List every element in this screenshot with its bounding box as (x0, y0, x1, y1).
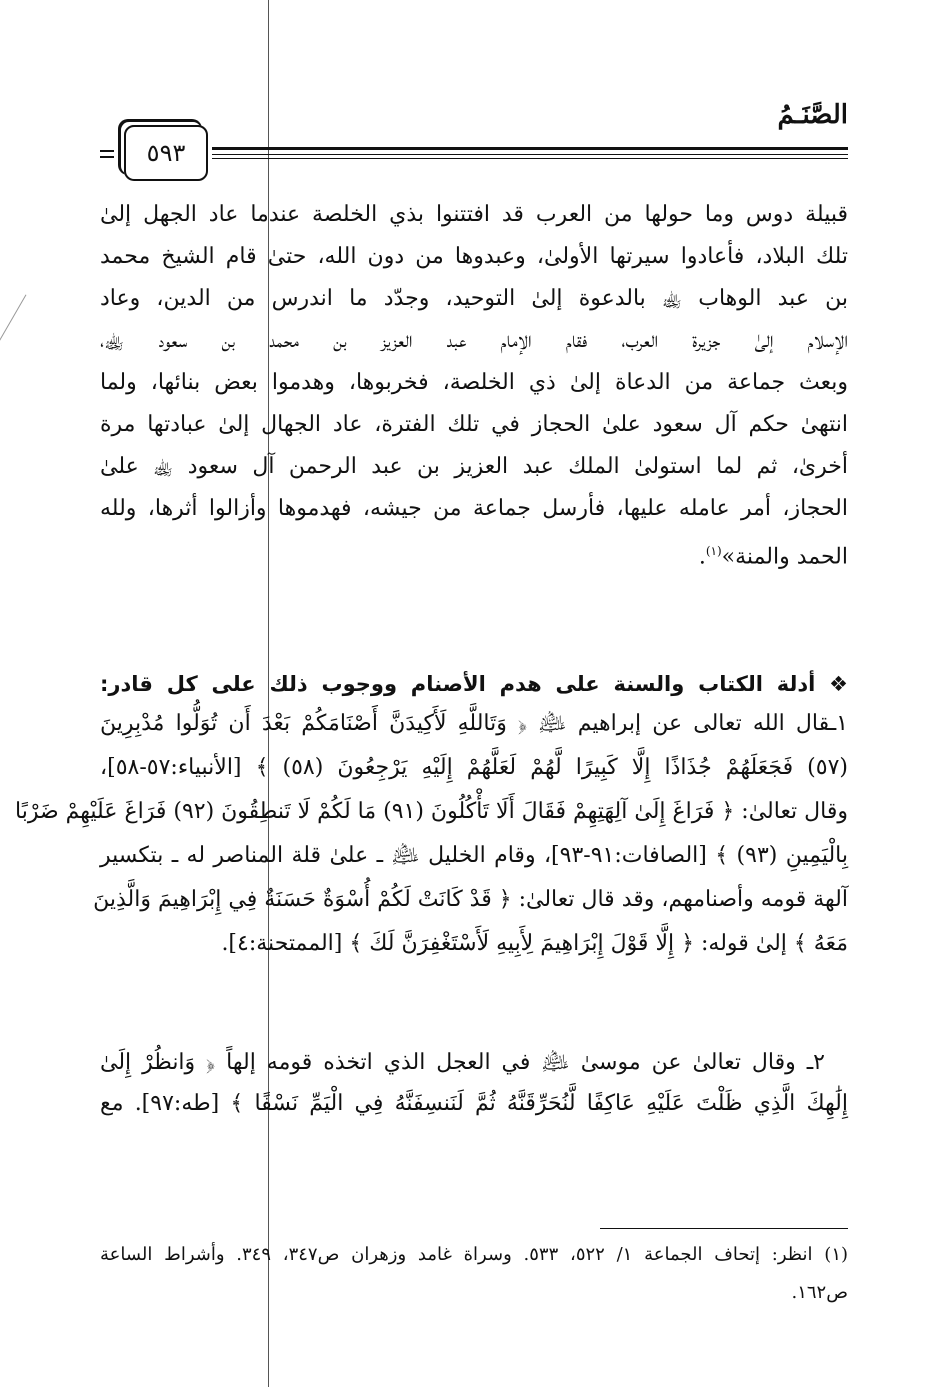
scan-mark (0, 294, 26, 355)
evidence-line: مَعَهُ ﴾ إلىٰ قوله: ﴿ إِلَّا قَوْلَ إِبْرَاهِيمَ لِأَبِيهِ لَأَسْتَغْفِرَنَّ لَكَ ﴾ [الممتحنة:٤]. (221, 931, 848, 956)
body-line-text: الحمد والمنة» (721, 544, 848, 570)
footnote-ref: (١) (705, 544, 722, 558)
body-line: وبعث جماعة من الدعاة إلىٰ ذي الخلصة، فخربوها، وهدموا بعض بنائها، ولما (100, 370, 848, 395)
running-header-title: الصَّنَـمُ (777, 100, 848, 130)
body-line: الإسلام إلىٰ جزيرة العرب، فقام الإمام عبد العزيز بن محمد بن سعود ﵀، (100, 328, 848, 353)
body-line: انتهىٰ حكم آل سعود علىٰ الحجاز في تلك الفترة، عاد الجهال إلىٰ عبادتها مرة (100, 412, 848, 437)
body-line: بن عبد الوهاب ﵀ بالدعوة إلىٰ التوحيد، وجدّد ما اندرس من الدين، وعاد (100, 286, 848, 311)
page-number: ٥٩٣ (124, 125, 208, 181)
body-line: أخرىٰ، ثم لما استولىٰ الملك عبد العزيز بن عبد الرحمن آل سعود ﵀ علىٰ (100, 454, 848, 479)
evidence-line: ٢ـ وقال تعالىٰ عن موسىٰ ﵇ في العجل الذي اتخذه قومه إلهاً ﴿ وَانظُرْ إِلَىٰ (100, 1050, 825, 1075)
evidence-line: إِلَٰهِكَ الَّذِي ظَلْتَ عَلَيْهِ عَاكِفًا لَّنُحَرِّقَنَّهُ ثُمَّ لَنَنسِفَنَّهُ فِي الْيَمِّ نَسْفًا ﴾ [طه:٩٧]. مع (100, 1091, 848, 1116)
header-rule-left (100, 156, 114, 158)
header-rule (212, 147, 848, 150)
evidence-line: ١ـقال الله تعالى عن إبراهيم ﵇ ﴿ وَتَاللَّهِ لَأَكِيدَنَّ أَصْنَامَكُمْ بَعْدَ أَن تُوَلُّوا مُدْبِرِينَ (100, 711, 848, 736)
footnote-line: ص١٦٢. (791, 1282, 848, 1303)
body-line: قبيلة دوس وما حولها من العرب قد افتتنوا بذي الخلصة عندما عاد الجهل إلىٰ (100, 202, 848, 227)
evidence-line: بِالْيَمِينِ (٩٣) ﴾ [الصافات:٩١-٩٣]، وقام الخليل ﵇ ـ علىٰ قلة المناصر له ـ بتكسير (100, 843, 849, 868)
footnote-line: (١) انظر: إتحاف الجماعة ١/ ٥٢٢، ٥٣٣. وسراة غامد وزهران ص٣٤٧، ٣٤٩. وأشراط الساعة (100, 1244, 849, 1265)
body-line: تلك البلاد، فأعادوا سيرتها الأولىٰ، وعبدوها من دون الله، حتىٰ قام الشيخ محمد (100, 244, 848, 269)
evidence-line: (٥٧) فَجَعَلَهُمْ جُذَاذًا إِلَّا كَبِيرًا لَّهُمْ لَعَلَّهُمْ إِلَيْهِ يَرْجِعُونَ (٥٨) ﴾ [الأنبياء:٥٧-٥٨]، (100, 755, 849, 780)
footnote-separator (600, 1228, 848, 1229)
header-rule-left (100, 150, 114, 152)
header-rule (212, 154, 848, 155)
evidence-line: وقال تعالىٰ: ﴿ فَرَاغَ إِلَىٰ آلِهَتِهِمْ فَقَالَ أَلَا تَأْكُلُونَ (٩١) مَا لَكُمْ لَا تَنطِقُونَ (٩٢) فَرَاغَ عَلَيْهِمْ ضَرْبًا (15, 799, 848, 824)
body-line: الحجاز، أمر عامله عليها، فأرسل جماعة من جيشه، فهدموها وأزالوا أثرها، ولله (100, 496, 848, 521)
body-line-last: الحمد والمنة»$^{(١)}$. (698, 544, 848, 570)
evidence-line: آلهة قومه وأصنامهم، وقد قال تعالىٰ: ﴿ قَدْ كَانَتْ لَكُمْ أُسْوَةٌ حَسَنَةٌ فِي إِبْرَاهِيمَ وَالَّذِينَ (93, 887, 848, 912)
section-heading: ❖ أدلة الكتاب والسنة على هدم الأصنام ووجوب ذلك على كل قادر: (100, 672, 848, 696)
header-rule (212, 158, 848, 159)
